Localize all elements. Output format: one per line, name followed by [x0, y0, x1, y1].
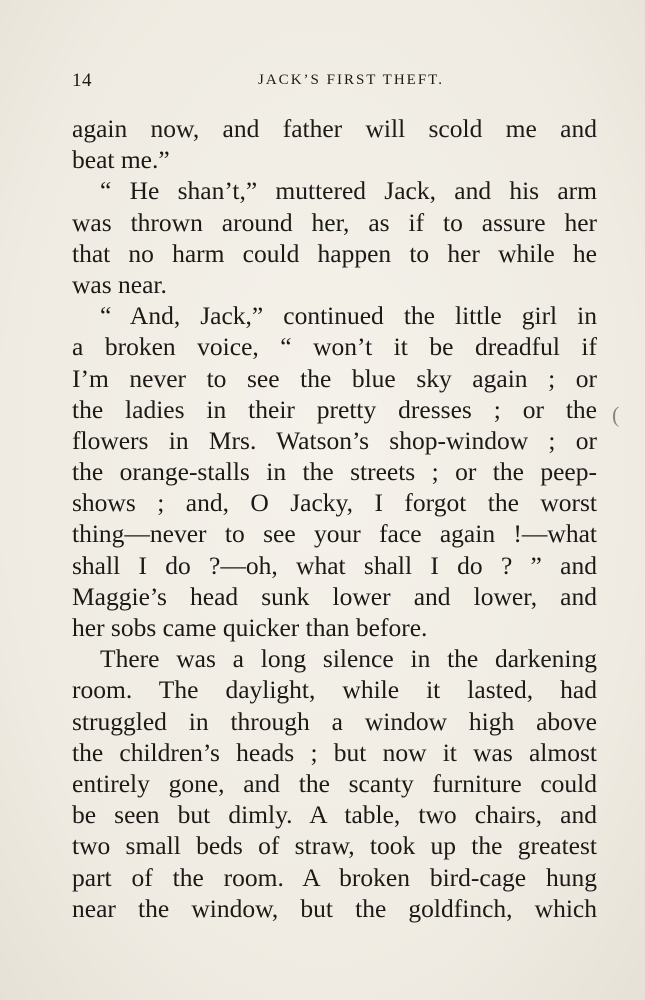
text-line: flowers in Mrs. Watson’s shop-window ; or	[72, 425, 597, 455]
text-line: thing—never to see your face again !—what	[72, 519, 597, 549]
text-line: a broken voice, “ won’t it be dreadful if	[72, 332, 597, 362]
margin-mark: (	[612, 402, 620, 427]
text-line: “ And, Jack,” continued the little girl in	[100, 301, 597, 331]
text-line: that no harm could happen to her while he	[72, 238, 597, 268]
text-line: the children’s heads ; but now it was almost	[72, 737, 597, 767]
text-line: struggled in through a window high above	[72, 706, 597, 736]
text-line: the orange-stalls in the streets ; or the peep-	[72, 457, 597, 487]
text-line: was near.	[72, 269, 167, 299]
text-line: entirely gone, and the scanty furniture could	[72, 768, 597, 798]
page-header	[72, 70, 602, 94]
text-line: Maggie’s head sunk lower and lower, and	[72, 581, 597, 611]
text-line: be seen but dimly. A table, two chairs, and	[72, 800, 597, 830]
page-number: 14	[72, 70, 92, 91]
text-line: two small beds of straw, took up the greatest	[72, 831, 597, 861]
text-line: room. The daylight, while it lasted, had	[72, 675, 597, 705]
text-line: again now, and father will scold me and	[72, 114, 597, 143]
text-line: beat me.”	[72, 145, 170, 175]
text-line: I’m never to see the blue sky again ; or	[72, 363, 597, 393]
text-line: shall I do ?—oh, what shall I do ? ” and	[72, 550, 597, 580]
text-line: was thrown around her, as if to assure her	[72, 207, 597, 237]
text-line: There was a long silence in the darkening	[100, 644, 597, 674]
text-line: the ladies in their pretty dresses ; or the	[72, 394, 597, 424]
text-line: “ He shan’t,” muttered Jack, and his arm	[100, 176, 597, 206]
text-line: her sobs came quicker than before.	[72, 613, 428, 642]
body-text	[72, 113, 597, 924]
text-line: shows ; and, O Jacky, I forgot the worst	[72, 488, 597, 518]
text-line: part of the room. A broken bird-cage hung	[72, 862, 597, 892]
running-head: JACK’S FIRST THEFT.	[258, 72, 444, 88]
text-line: near the window, but the goldfinch, which	[72, 893, 597, 923]
